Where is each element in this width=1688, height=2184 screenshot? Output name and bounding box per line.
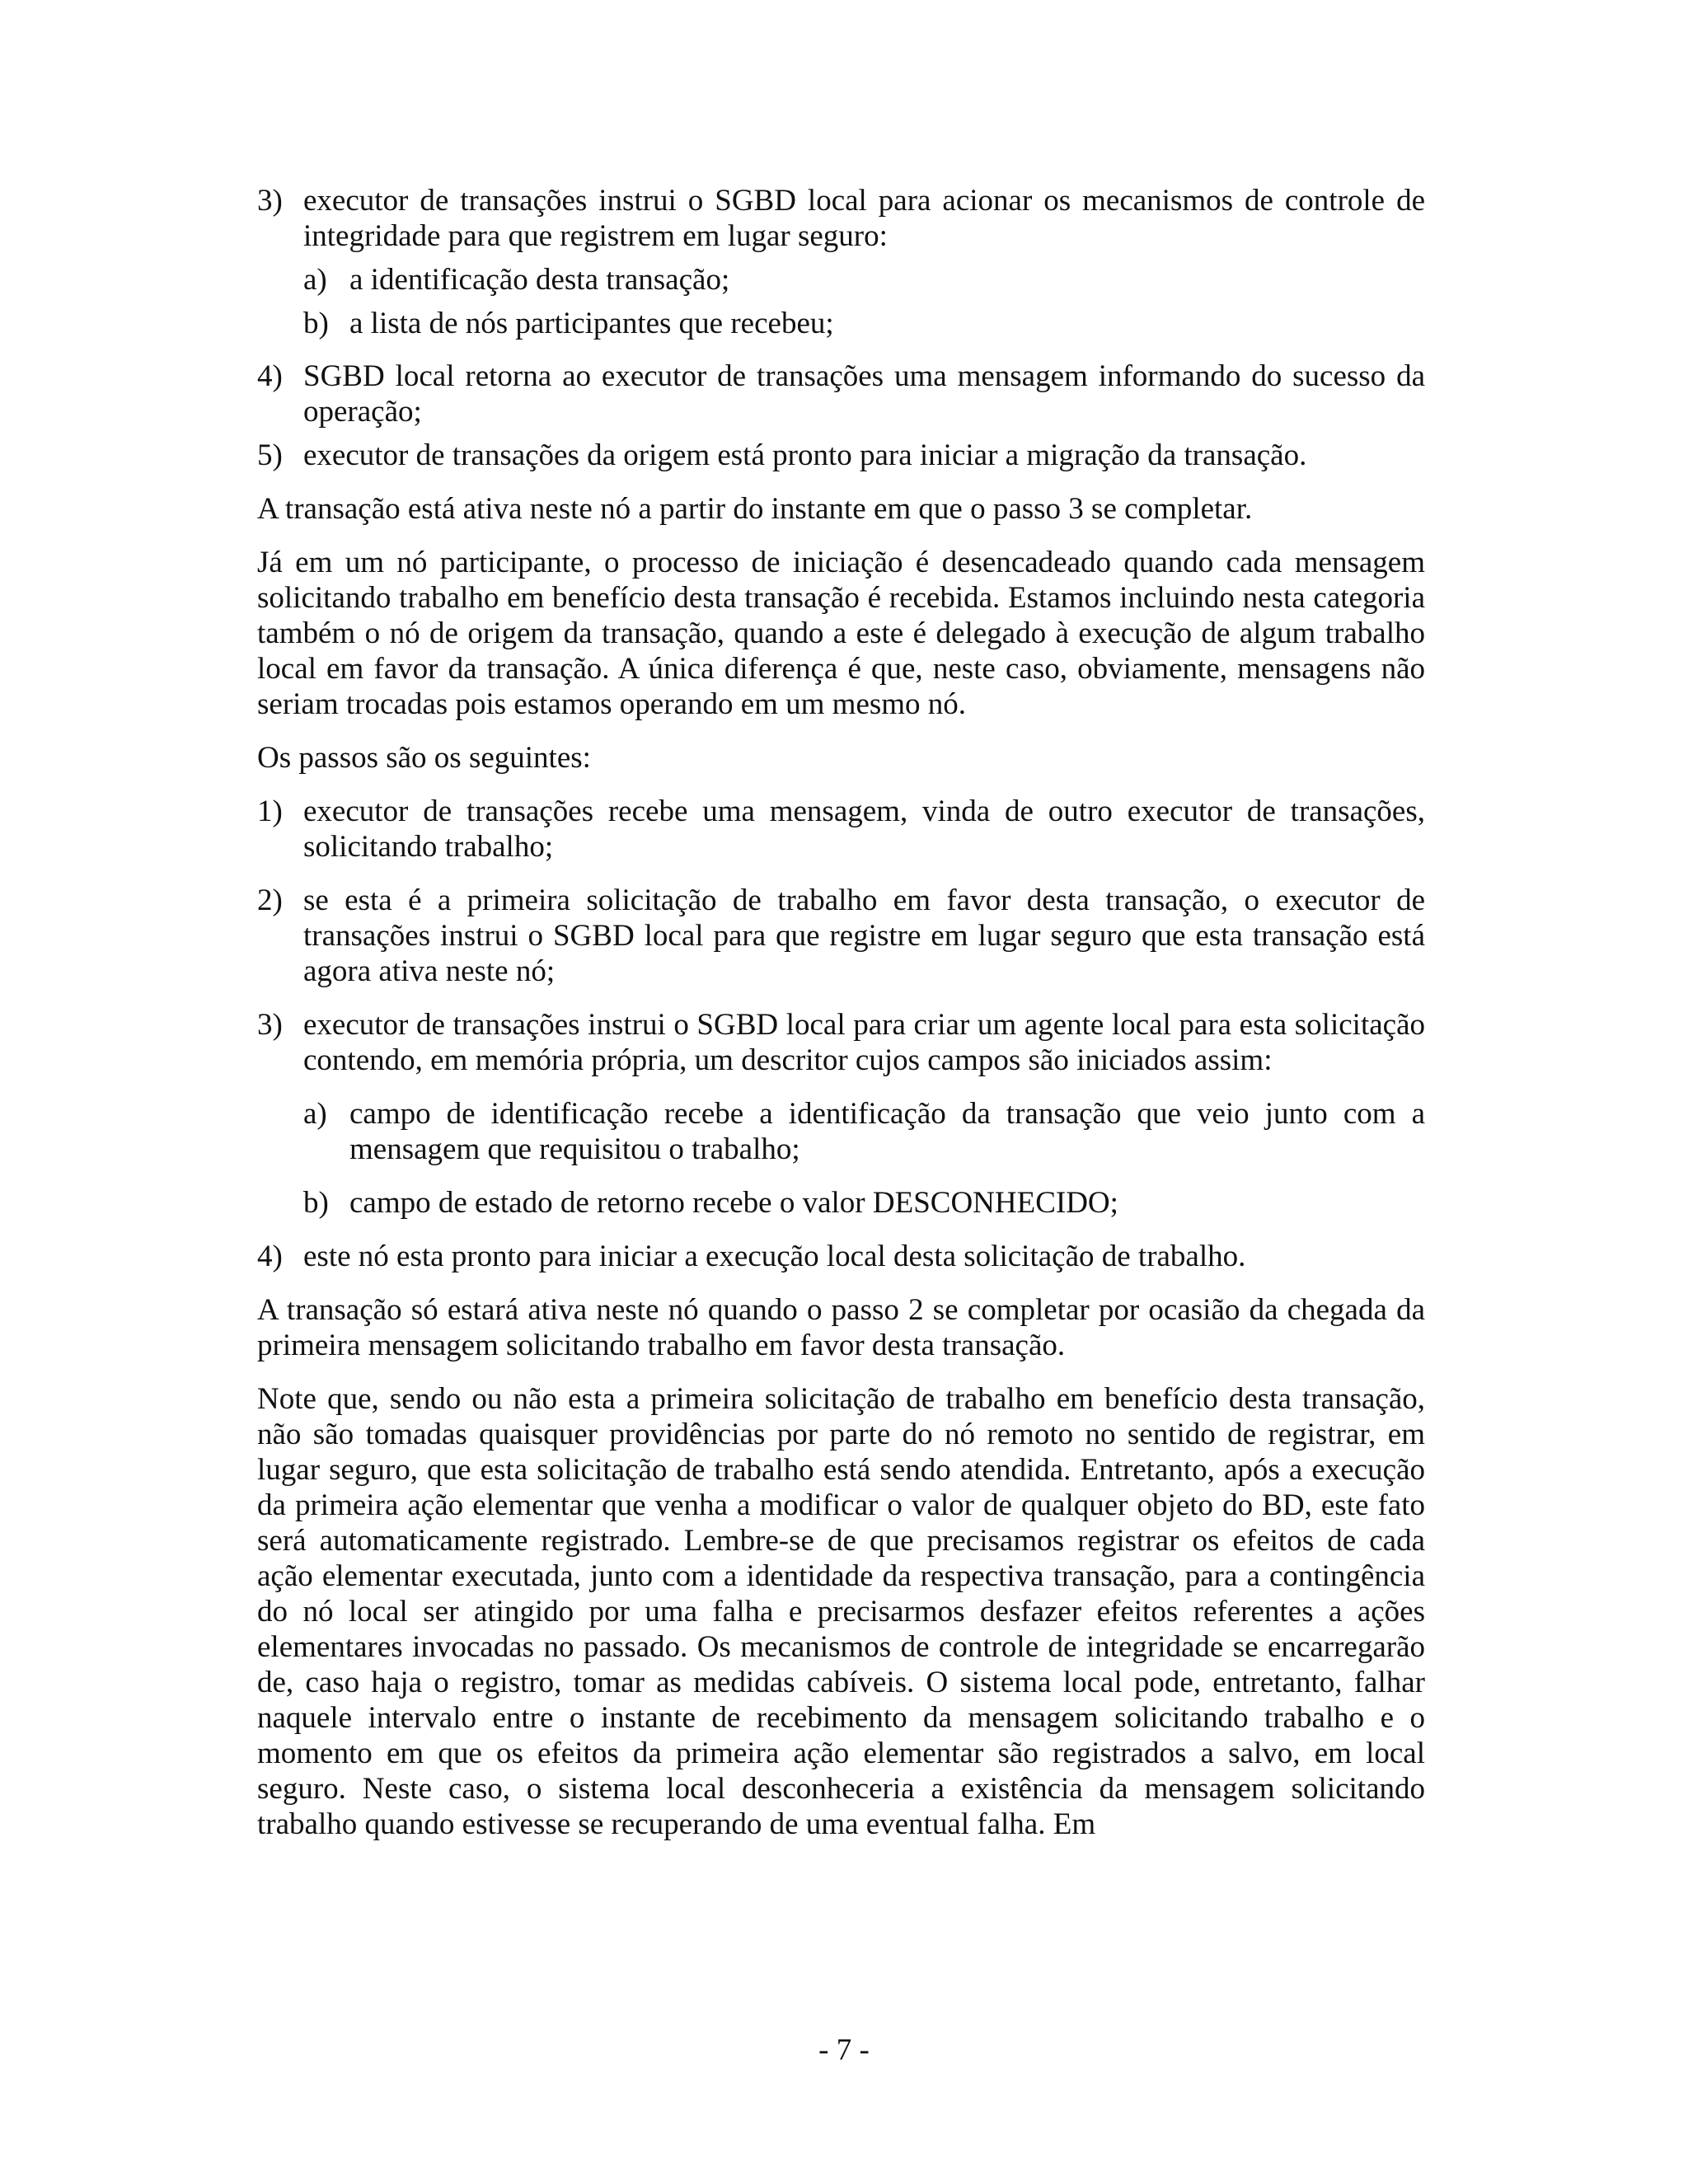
list-item-step-2 bbox=[257, 883, 1425, 989]
paragraph: Já em um nó participante, o processo de iniciação é desencadeado quando cada mensagem solicitando trabalho em benefício desta transação é recebida. Estamos incluindo nesta categoria também o nó de origem da transação, quando a este é delegado à execução de algum trabalho local em favor da transação. A única diferença é que, neste caso, obviamente, mensagens não seriam trocadas pois estamos operando em um mesmo nó. bbox=[257, 546, 1425, 721]
list-number: 5) bbox=[257, 438, 283, 472]
document-page bbox=[257, 183, 1425, 1842]
list-number: a) bbox=[303, 263, 327, 297]
list-number: b) bbox=[303, 1186, 329, 1220]
list-number: 4) bbox=[257, 1240, 283, 1273]
list-text: executor de transações instrui o SGBD local para acionar os mecanismos de controle de integridade para que registrem em lugar seguro: bbox=[303, 184, 1425, 253]
paragraph: A transação só estará ativa neste nó quando o passo 2 se completar por ocasião da chegada da primeira mensagem solicitando trabalho em favor desta transação. bbox=[257, 1293, 1425, 1362]
list-item-step-5 bbox=[257, 438, 1425, 473]
list-item-step-1 bbox=[257, 794, 1425, 865]
list-text: a lista de nós participantes que recebeu; bbox=[349, 307, 834, 340]
list-subitem-b bbox=[303, 1185, 1425, 1221]
list-number: a) bbox=[303, 1097, 327, 1131]
list-number: b) bbox=[303, 307, 329, 340]
list-number: 4) bbox=[257, 359, 283, 393]
list-text: executor de transações recebe uma mensagem, vinda de outro executor de transações, solicitando trabalho; bbox=[303, 794, 1425, 864]
list-number: 3) bbox=[257, 184, 283, 218]
list-text: este nó esta pronto para iniciar a execução local desta solicitação de trabalho. bbox=[303, 1240, 1246, 1273]
list-subitem-b bbox=[303, 306, 1425, 341]
list-item-step-4 bbox=[257, 1239, 1425, 1274]
list-subitem-a bbox=[303, 262, 1425, 298]
list-subitem-a bbox=[303, 1096, 1425, 1167]
list-number: 1) bbox=[257, 794, 283, 828]
list-item-step-3 bbox=[257, 1007, 1425, 1078]
list-text: campo de identificação recebe a identificação da transação que veio junto com a mensagem que requisitou o trabalho; bbox=[349, 1097, 1425, 1166]
list-text: a identificação desta transação; bbox=[349, 263, 730, 297]
list-text: executor de transações da origem está pronto para iniciar a migração da transação. bbox=[303, 438, 1307, 472]
list-item-step-4 bbox=[257, 359, 1425, 429]
paragraph: Note que, sendo ou não esta a primeira solicitação de trabalho em benefício desta transação, não são tomadas quaisquer providências por parte do nó remoto no sentido de registrar, em lugar seguro, que esta solicitação de trabalho está sendo atendida. Entretanto, após a execução da primeira ação elementar que venha a modificar o valor de qualquer objeto do BD, este fato será automaticamente registrado. Lembre-se de que precisamos registrar os efeitos de cada ação elementar executada, junto com a identidade da respectiva transação, para a contingência do nó local ser atingido por uma falha e precisarmos desfazer efeitos referentes a ações elementares invocadas no passado. Os mecanismos de controle de integridade se encarregarão de, caso haja o registro, tomar as medidas cabíveis. O sistema local pode, entretanto, falhar naquele intervalo entre o instante de recebimento da mensagem solicitando trabalho e o momento em que os efeitos da primeira ação elementar são registrados a salvo, em local seguro. Neste caso, o sistema local desconheceria a existência da mensagem solicitando trabalho quando estivesse se recuperando de uma eventual falha. Em bbox=[257, 1382, 1425, 1841]
list-text: SGBD local retorna ao executor de transações uma mensagem informando do sucesso da operação; bbox=[303, 359, 1425, 429]
list-item-step-3 bbox=[257, 183, 1425, 254]
list-text: campo de estado de retorno recebe o valor DESCONHECIDO; bbox=[349, 1186, 1118, 1220]
paragraph: Os passos são os seguintes: bbox=[257, 741, 591, 775]
list-text: executor de transações instrui o SGBD local para criar um agente local para esta solicitação contendo, em memória própria, um descritor cujos campos são iniciados assim: bbox=[303, 1008, 1425, 1077]
list-text: se esta é a primeira solicitação de trabalho em favor desta transação, o executor de transações instrui o SGBD local para que registre em lugar seguro que esta transação está agora ativa neste nó; bbox=[303, 883, 1425, 988]
list-number: 3) bbox=[257, 1008, 283, 1042]
paragraph: A transação está ativa neste nó a partir do instante em que o passo 3 se completar. bbox=[257, 492, 1253, 526]
list-number: 2) bbox=[257, 883, 283, 917]
page-number: - 7 - bbox=[818, 2033, 870, 2067]
